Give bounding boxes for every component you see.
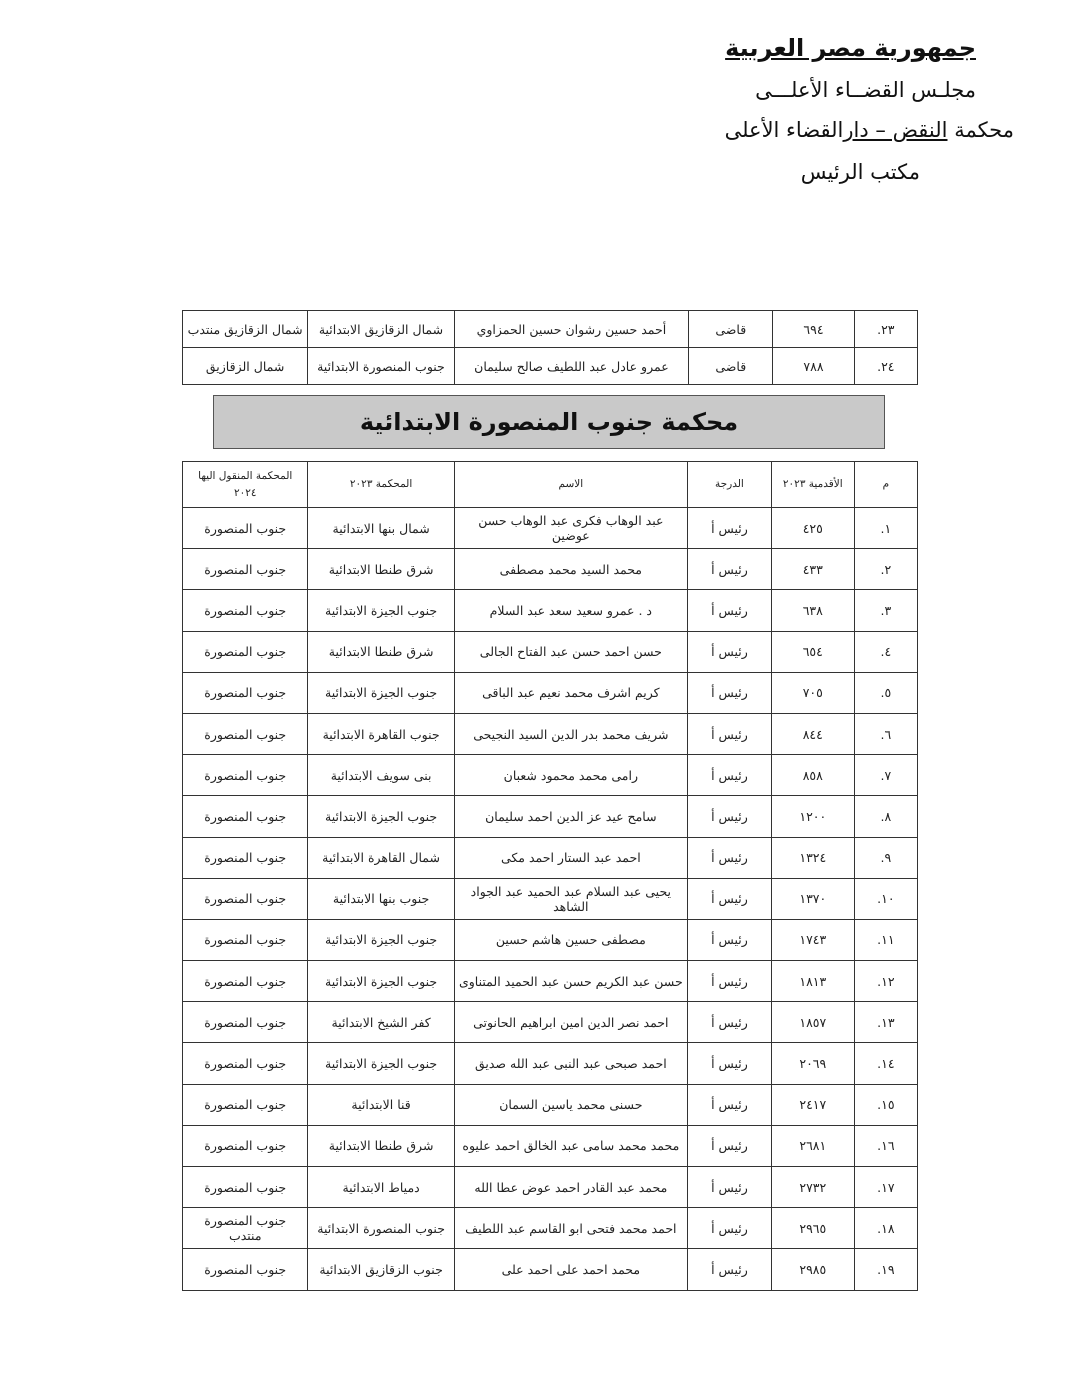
table-row <box>183 961 918 1002</box>
row-seniority: ٦٥٤ <box>771 631 854 672</box>
row-seniority: ١٨١٣ <box>771 961 854 1002</box>
row-court-2023: جنوب الجيزة الابتدائية <box>308 672 454 713</box>
row-transferred-to: جنوب المنصورة <box>183 919 308 960</box>
court-name-part1: محكمة <box>954 118 1014 142</box>
row-transferred-to: جنوب المنصورة <box>183 878 308 919</box>
row-name: أحمد حسين رشوان حسين الحمزاوي <box>454 311 688 348</box>
table-row <box>183 713 918 754</box>
row-seniority: ٢٠٦٩ <box>771 1043 854 1084</box>
header-grade: الدرجة <box>687 462 771 508</box>
row-grade: رئيس أ <box>687 755 771 796</box>
row-grade: رئيس أ <box>687 1208 771 1249</box>
row-court-2023: قنا الابتدائية <box>308 1084 454 1125</box>
row-transferred-to: جنوب المنصورة <box>183 713 308 754</box>
row-grade: رئيس أ <box>687 919 771 960</box>
table-row <box>183 1084 918 1125</box>
row-seniority: ٧٨٨ <box>773 348 854 385</box>
row-seniority: ١٨٥٧ <box>771 1002 854 1043</box>
row-name: محمد محمد سامى عبد الخالق احمد عليوه <box>454 1125 687 1166</box>
row-index: ٢٣. <box>854 311 917 348</box>
row-grade: رئيس أ <box>687 1125 771 1166</box>
row-grade: قاضى <box>689 348 773 385</box>
row-transferred-to: شمال الزقازيق منتدب <box>183 311 308 348</box>
row-grade: رئيس أ <box>687 878 771 919</box>
row-index: ٩. <box>854 837 917 878</box>
table-row <box>183 631 918 672</box>
row-grade: رئيس أ <box>687 631 771 672</box>
row-transferred-to: جنوب المنصورة <box>183 961 308 1002</box>
row-court-2023: بنى سويف الابتدائية <box>308 755 454 796</box>
row-transferred-to: شمال الزقازيق <box>183 348 308 385</box>
row-transferred-to: جنوب المنصورة <box>183 1084 308 1125</box>
row-name: مصطفى حسين هاشم حسين <box>454 919 687 960</box>
row-index: ١٢. <box>854 961 917 1002</box>
row-seniority: ٢٧٣٢ <box>771 1167 854 1208</box>
row-seniority: ١٣٧٠ <box>771 878 854 919</box>
row-name: رامى محمد محمود شعبان <box>454 755 687 796</box>
row-court-2023: جنوب بنها الابتدائية <box>308 878 454 919</box>
row-grade: رئيس أ <box>687 590 771 631</box>
court-name-part3: القضاء الأعلى <box>724 118 844 142</box>
row-court-2023: شرق طنطا الابتدائية <box>308 549 454 590</box>
row-name: سامح عيد عز الدين احمد سليمان <box>454 796 687 837</box>
row-seniority: ٢٦٨١ <box>771 1125 854 1166</box>
section-title: محكمة جنوب المنصورة الابتدائية <box>213 395 885 449</box>
row-grade: رئيس أ <box>687 549 771 590</box>
row-grade: قاضى <box>689 311 773 348</box>
row-name: احمد عبد الستار احمد مكى <box>454 837 687 878</box>
row-name: يحيى عبد السلام عبد الحميد عبد الجواد الشاهد <box>454 878 687 919</box>
row-court-2023: جنوب المنصورة الابتدائية <box>308 1208 454 1249</box>
table-row <box>183 1208 918 1249</box>
row-index: ٢٤. <box>854 348 917 385</box>
row-seniority: ٢٩٨٥ <box>771 1249 854 1290</box>
row-transferred-to: جنوب المنصورة <box>183 1167 308 1208</box>
table-body <box>183 508 918 1291</box>
row-name: احمد نصر الدين امين ابراهيم الحانوتى <box>454 1002 687 1043</box>
table-row <box>183 1043 918 1084</box>
row-name: عمرو عادل عبد اللطيف صالح سليمان <box>454 348 688 385</box>
row-index: ١٧. <box>854 1167 917 1208</box>
header-seniority: الأقدمية ٢٠٢٣ <box>771 462 854 508</box>
continued-table-body <box>183 311 918 385</box>
row-name: كريم اشرف محمد نعيم عبد الباقى <box>454 672 687 713</box>
row-index: ١٠. <box>854 878 917 919</box>
header-row <box>183 462 918 508</box>
row-court-2023: جنوب المنصورة الابتدائية <box>308 348 455 385</box>
row-court-2023: جنوب الجيزة الابتدائية <box>308 961 454 1002</box>
row-court-2023: دمياط الابتدائية <box>308 1167 454 1208</box>
table-row <box>183 837 918 878</box>
row-grade: رئيس أ <box>687 1249 771 1290</box>
row-grade: رئيس أ <box>687 796 771 837</box>
council-name: مجلـس القضــاء الأعلـــى <box>755 78 976 102</box>
row-court-2023: شمال القاهرة الابتدائية <box>308 837 454 878</box>
row-seniority: ١٧٤٣ <box>771 919 854 960</box>
header-court-2023: المحكمة ٢٠٢٣ <box>308 462 454 508</box>
row-grade: رئيس أ <box>687 713 771 754</box>
row-index: ١٨. <box>854 1208 917 1249</box>
table-row <box>183 796 918 837</box>
row-court-2023: شمال الزقازيق الابتدائية <box>308 311 455 348</box>
table-row <box>183 1249 918 1290</box>
table-header <box>183 462 918 508</box>
header-name: الاسم <box>454 462 687 508</box>
row-transferred-to: جنوب المنصورة <box>183 590 308 631</box>
row-grade: رئيس أ <box>687 1167 771 1208</box>
row-name: حسن عبد الكريم حسن عبد الحميد المتناوى <box>454 961 687 1002</box>
table-row <box>183 919 918 960</box>
row-transferred-to: جنوب المنصورة <box>183 508 308 549</box>
row-seniority: ٤٢٥ <box>771 508 854 549</box>
row-name: احمد محمد فتحى ابو القاسم عبد اللطيف <box>454 1208 687 1249</box>
row-seniority: ٢٤١٧ <box>771 1084 854 1125</box>
letterhead <box>0 0 1080 200</box>
row-index: ١٩. <box>854 1249 917 1290</box>
row-index: ١١. <box>854 919 917 960</box>
row-index: ٨. <box>854 796 917 837</box>
row-grade: رئيس أ <box>687 961 771 1002</box>
row-seniority: ٢٩٦٥ <box>771 1208 854 1249</box>
row-seniority: ٤٣٣ <box>771 549 854 590</box>
row-court-2023: شرق طنطا الابتدائية <box>308 1125 454 1166</box>
header-transferred-to: المحكمة المنقول اليها ٢٠٢٤ <box>183 462 308 508</box>
row-index: ٧. <box>854 755 917 796</box>
row-index: ٦. <box>854 713 917 754</box>
row-court-2023: شمال بنها الابتدائية <box>308 508 454 549</box>
row-name: محمد احمد على احمد على <box>454 1249 687 1290</box>
row-grade: رئيس أ <box>687 508 771 549</box>
court-name-part2: النقض – دار <box>843 118 948 142</box>
row-transferred-to: جنوب المنصورة <box>183 837 308 878</box>
office-name: مكتب الرئيس <box>800 160 920 184</box>
row-court-2023: كفر الشيخ الابتدائية <box>308 1002 454 1043</box>
row-name: حسن احمد حسن عبد الفتاح الجالى <box>454 631 687 672</box>
row-index: ١٥. <box>854 1084 917 1125</box>
row-index: ٣. <box>854 590 917 631</box>
row-transferred-to: جنوب المنصورة <box>183 672 308 713</box>
row-court-2023: جنوب القاهرة الابتدائية <box>308 713 454 754</box>
row-index: ٢. <box>854 549 917 590</box>
row-court-2023: جنوب الجيزة الابتدائية <box>308 919 454 960</box>
row-transferred-to: جنوب المنصورة <box>183 631 308 672</box>
row-seniority: ٦٣٨ <box>771 590 854 631</box>
row-seniority: ١٣٢٤ <box>771 837 854 878</box>
row-transferred-to: جنوب المنصورة <box>183 1125 308 1166</box>
row-court-2023: جنوب الزقازيق الابتدائية <box>308 1249 454 1290</box>
row-court-2023: جنوب الجيزة الابتدائية <box>308 796 454 837</box>
row-court-2023: جنوب الجيزة الابتدائية <box>308 590 454 631</box>
court-name <box>725 118 1014 142</box>
row-transferred-to: جنوب المنصورة <box>183 796 308 837</box>
row-index: ١٤. <box>854 1043 917 1084</box>
row-name: احمد صبحى عبد النبى عبد الله صديق <box>454 1043 687 1084</box>
row-seniority: ٧٠٥ <box>771 672 854 713</box>
row-name: عبد الوهاب فكرى عبد الوهاب حسن عوضين <box>454 508 687 549</box>
row-transferred-to: جنوب المنصورة <box>183 1002 308 1043</box>
row-grade: رئيس أ <box>687 837 771 878</box>
table-row <box>183 672 918 713</box>
table-row <box>183 549 918 590</box>
row-name: شريف محمد بدر الدين السيد النجيحى <box>454 713 687 754</box>
row-transferred-to: جنوب المنصورة منتدب <box>183 1208 308 1249</box>
row-seniority: ١٢٠٠ <box>771 796 854 837</box>
row-transferred-to: جنوب المنصورة <box>183 1249 308 1290</box>
row-transferred-to: جنوب المنصورة <box>183 1043 308 1084</box>
row-grade: رئيس أ <box>687 1043 771 1084</box>
row-index: ٤. <box>854 631 917 672</box>
row-seniority: ٨٥٨ <box>771 755 854 796</box>
table-row <box>183 1002 918 1043</box>
row-index: ١٣. <box>854 1002 917 1043</box>
table-row <box>183 348 918 385</box>
table-row <box>183 1167 918 1208</box>
row-name: محمد عبد القادر احمد عوض عطا الله <box>454 1167 687 1208</box>
row-grade: رئيس أ <box>687 1084 771 1125</box>
table-row <box>183 311 918 348</box>
table-row <box>183 878 918 919</box>
table-row <box>183 755 918 796</box>
country-name: جمهورية مصر العربية <box>725 34 976 62</box>
row-index: ١. <box>854 508 917 549</box>
row-grade: رئيس أ <box>687 1002 771 1043</box>
judges-table <box>182 461 918 1291</box>
row-name: د . عمرو سعيد سعد عبد السلام <box>454 590 687 631</box>
table-row <box>183 1125 918 1166</box>
row-name: حسنى محمد ياسين السمان <box>454 1084 687 1125</box>
header-index: م <box>854 462 917 508</box>
row-transferred-to: جنوب المنصورة <box>183 755 308 796</box>
row-court-2023: جنوب الجيزة الابتدائية <box>308 1043 454 1084</box>
row-court-2023: شرق طنطا الابتدائية <box>308 631 454 672</box>
continued-table <box>182 310 918 385</box>
table-row <box>183 508 918 549</box>
row-seniority: ٨٤٤ <box>771 713 854 754</box>
row-seniority: ٦٩٤ <box>773 311 854 348</box>
row-index: ٥. <box>854 672 917 713</box>
row-transferred-to: جنوب المنصورة <box>183 549 308 590</box>
row-index: ١٦. <box>854 1125 917 1166</box>
row-grade: رئيس أ <box>687 672 771 713</box>
row-name: محمد السيد محمد مصطفى <box>454 549 687 590</box>
table-row <box>183 590 918 631</box>
